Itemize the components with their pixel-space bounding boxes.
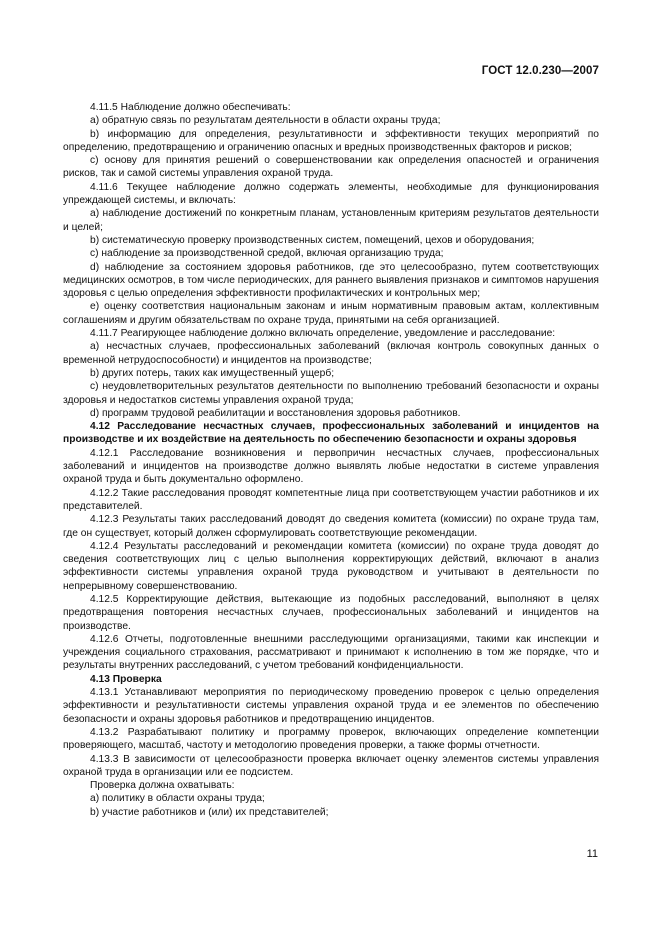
section-heading-4-12: 4.12 Расследование несчастных случаев, профессиональных заболеваний и инцидентов на производстве и их воздействие на деятельность по обеспечению безопасности и охраны здоровья bbox=[63, 421, 599, 446]
list-item: b) информацию для определения, результативности и эффективности текущих мероприятий по определению, предотвращению и ограничению опасных и вредных производственных факторов и рисков; bbox=[63, 128, 599, 153]
list-item: d) наблюдение за состоянием здоровья работников, где это целесообразно, путем соответствующих медицинских осмотров, в том числе периодических, для раннего выявления признаков и симптомов нарушения здоровья с целью определения эффективности профилактических и контрольных мер; bbox=[63, 261, 599, 300]
clause-4-12-6: 4.12.6 Отчеты, подготовленные внешними расследующими организациями, такими как инспекции и учреждения социального страхования, рассматривают и принимают к исполнению в том же порядке, что и результаты внутренних расследований, с учетом требований конфиденциальности. bbox=[63, 633, 599, 672]
clause-4-12-1: 4.12.1 Расследование возникновения и первопричин несчастных случаев, профессиональных заболеваний и инцидентов на производстве должно выявлять любые недостатки в системе управления охраной труда и быть документально оформлено. bbox=[63, 447, 599, 486]
page-header-standard-code: ГОСТ 12.0.230—2007 bbox=[481, 65, 599, 77]
list-item: b) систематическую проверку производственных систем, помещений, цехов и оборудования; bbox=[90, 234, 535, 246]
list-item: c) основу для принятия решений о совершенствовании как определения опасностей и ограничения рисков, так и самой системы управления охраной труда. bbox=[63, 155, 599, 180]
list-item: e) оценку соответствия национальным законам и иным нормативным правовым актам, коллективным соглашениям и другим обязательствам по охране труда, принятыми на себя организацией. bbox=[63, 301, 599, 326]
list-item: a) несчастных случаев, профессиональных заболеваний (включая контроль совокупных данных о временной нетрудоспособности) и инцидентов на производстве; bbox=[63, 341, 599, 366]
document-body bbox=[63, 101, 599, 819]
clause-4-13-3: 4.13.3 В зависимости от целесообразности проверка включает оценку элементов системы управления охраной труда в организации или ее подсистем. bbox=[63, 753, 599, 778]
clause-4-11-6: 4.11.6 Текущее наблюдение должно содержать элементы, необходимые для функционирования упреждающей системы, и включать: bbox=[63, 181, 599, 207]
clause-4-12-2: 4.12.2 Такие расследования проводят компетентные лица при соответствующем участии работников и их представителей. bbox=[63, 487, 599, 512]
section-heading-4-13: 4.13 Проверка bbox=[90, 673, 162, 685]
list-item: b) участие работников и (или) их представителей; bbox=[90, 806, 329, 818]
clause-4-13-2: 4.13.2 Разрабатывают политику и программу проверок, включающих определение компетенции проверяющего, масштаб, частоту и методологию проведения проверки, а также формы отчетности. bbox=[63, 726, 599, 752]
page-number: 11 bbox=[586, 848, 598, 860]
paragraph: Проверка должна охватывать: bbox=[90, 780, 235, 792]
list-item: a) политику в области охраны труда; bbox=[90, 793, 265, 805]
list-item: a) наблюдение достижений по конкретным планам, установленным критериям результатов деятельности и целей; bbox=[63, 208, 599, 233]
list-item: d) программ трудовой реабилитации и восстановления здоровья работников. bbox=[90, 407, 461, 419]
list-item: c) наблюдение за производственной средой, включая организацию труда; bbox=[90, 248, 444, 260]
list-item: c) неудовлетворительных результатов деятельности по выполнению требований безопасности и охраны здоровья и недостатков системы управления охраной труда; bbox=[63, 381, 599, 406]
clause-4-12-3: 4.12.3 Результаты таких расследований доводят до сведения комитета (комиссии) по охране труда там, где он существует, который должен сформулировать соответствующие рекомендации. bbox=[63, 514, 599, 539]
clause-4-12-5: 4.12.5 Корректирующие действия, вытекающие из подобных расследований, выполняют в целях предотвращения повторения несчастных случаев, профессиональных заболеваний и инцидентов на производстве. bbox=[63, 593, 599, 632]
clause-4-11-5: 4.11.5 Наблюдение должно обеспечивать: bbox=[90, 102, 291, 113]
list-item: b) других потерь, таких как имущественный ущерб; bbox=[90, 367, 335, 379]
clause-4-13-1: 4.13.1 Устанавливают мероприятия по периодическому проведению проверок с целью определения эффективности и результативности системы управления охраной труда и ее элементов по обеспечению безопасности и охраны здоровья работников и предотвращению инцидентов. bbox=[63, 687, 599, 725]
clause-4-12-4: 4.12.4 Результаты расследований и рекомендации комитета (комиссии) по охране труда доводят до сведения соответствующих лиц с целью выполнения корректирующих действий, включают в анализ эффективности системы управления охраной труда руководством и учитывают в деятельности по непрерывному совершенствованию. bbox=[63, 540, 599, 592]
list-item: a) обратную связь по результатам деятельности в области охраны труда; bbox=[90, 115, 441, 127]
clause-4-11-7: 4.11.7 Реагирующее наблюдение должно включать определение, уведомление и расследование: bbox=[90, 328, 556, 340]
